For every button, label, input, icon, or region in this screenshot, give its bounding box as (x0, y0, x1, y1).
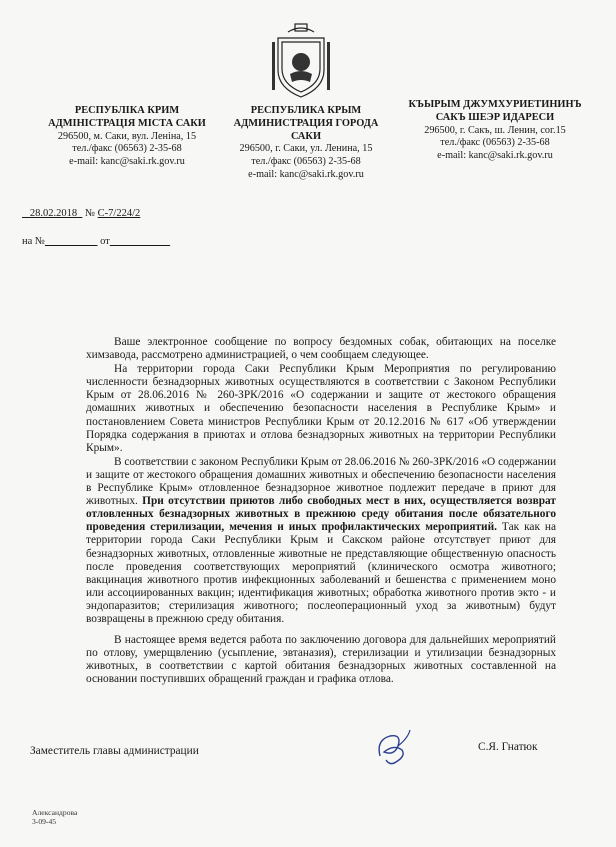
reply-line (22, 236, 170, 247)
paragraph-4: В настоящее время ведется работа по заключению договора для дальнейших мероприятий по отлову, умерщвлению (усыпление, эвтаназия), стерилизации и утилизации безнадзорных животных, в соответствии с картой обитания безнадзорных животных составленной на основании поступивших обращений граждан и графика отлова. (86, 634, 556, 686)
reply-to-label: на № (22, 236, 45, 247)
header-ru-address: 296500, г. Саки, ул. Ленина, 15 (239, 143, 373, 155)
header-russian (218, 105, 394, 182)
paragraph-1: Ваше электронное сообщение по вопросу бездомных собак, обитающих на поселке химзавода, рассмотрено администрацией, о чем сообщаем следующее. (86, 336, 556, 362)
paragraph-3-intro: В соответствии с законом Республики Крым от 28.06.2016 № 260-ЗРК/2016 «О содержании и защите от жестокого обращения домашних животных и обеспечению безопасности населения в Республике Крым» отловленное безнадзорное животное подлежит передаче в приют для животных. (86, 455, 557, 508)
handwritten-signature-icon (372, 726, 416, 768)
crimea-coat-of-arms-icon (268, 22, 334, 100)
header-ua-line1: РЕСПУБЛІКА КРИМ (74, 105, 180, 116)
header-ru-line2: АДМИНИСТРАЦИЯ ГОРОДА САКИ (233, 117, 379, 142)
header-ua-address: 296500, м. Саки, вул. Леніна, 15 (57, 130, 197, 142)
executor-name: Александрова (32, 808, 78, 817)
paragraph-3-bold: При отсутствии приютов либо свободных мест в них, осуществляется возврат отловленных безнадзорных животных в прежнюю среду обитания после обязательного проведения стерилизации, мечения и иных профилактических мероприятий. (86, 495, 556, 534)
header-ukrainian (42, 105, 212, 169)
header-ua-line2: АДМІНІСТРАЦІЯ МІСТА САКИ (48, 117, 206, 129)
executor-phone: 3-09-45 (32, 817, 57, 826)
header-ct-line1: КЪЫРЫМ ДЖУМХУРИЕТИНИНЪ (408, 99, 582, 110)
header-ct-line2: САКЪ ШЕЭР ИДАРЕСИ (435, 111, 555, 123)
header-crimean-tatar (400, 99, 590, 163)
registration-number: С-7/224/2 (97, 208, 141, 219)
executor-info (32, 808, 77, 826)
header-ct-email: e-mail: kanc@saki.rk.gov.ru (437, 150, 553, 162)
letter-body (86, 336, 556, 686)
reply-from-label: от (100, 236, 110, 247)
header-ct-address: 296500, г. Сакъ, ш. Ленин, сог.15 (424, 124, 566, 136)
header-ua-phone: тел./факс (06563) 2-35-68 (72, 143, 182, 155)
header-ru-phone: тел./факс (06563) 2-35-68 (251, 156, 361, 168)
signatory-title: Заместитель главы администрации (30, 745, 199, 757)
header-ua-email: e-mail: kanc@saki.rk.gov.ru (69, 156, 185, 168)
header-ru-email: e-mail: kanc@saki.rk.gov.ru (248, 168, 364, 180)
registration-date: 28.02.2018 (29, 208, 78, 219)
signatory-name: С.Я. Гнатюк (478, 741, 538, 753)
registration-line (22, 208, 140, 219)
paragraph-3 (86, 456, 556, 626)
header-ru-line1: РЕСПУБЛИКА КРЫМ (250, 105, 362, 116)
paragraph-3-rest: Так как на территории города Саки Республики Крым и Сакском районе отсутствует приют для безнадзорных животных, отловленные животные не представляющие общественную опасность после проведения соответствующих мероприятий (клинического осмотра животного; вакцинация животного против инфекционных заболеваний и бешенства с применением моно или ассоциированных вакцин; идентификация животных; обработка животного против экто - и эндопаразитов; стерилизация животного; послеоперационный уход за животным) будут возвращены в прежнюю среду обитания. (86, 521, 557, 625)
registration-no-label: № (85, 208, 96, 219)
paragraph-2: На территории города Саки Республики Крым Мероприятия по регулированию численности безнадзорных животных осуществляются в соответствии с Законом Республики Крым от 28.06.2016 № 260-ЗРК/2016 «О содержании и защите от жестокого обращения домашних животных и обеспечению безопасности населения в Республике Крым» и постановлением Совета министров Республики Крым от 20.12.2016 № 617 «Об утверждении Порядка содержания в приютах и отлова безнадзорных животных на территории Республики Крым». (86, 363, 556, 454)
header-ct-phone: тел./факс (06563) 2-35-68 (440, 137, 550, 149)
